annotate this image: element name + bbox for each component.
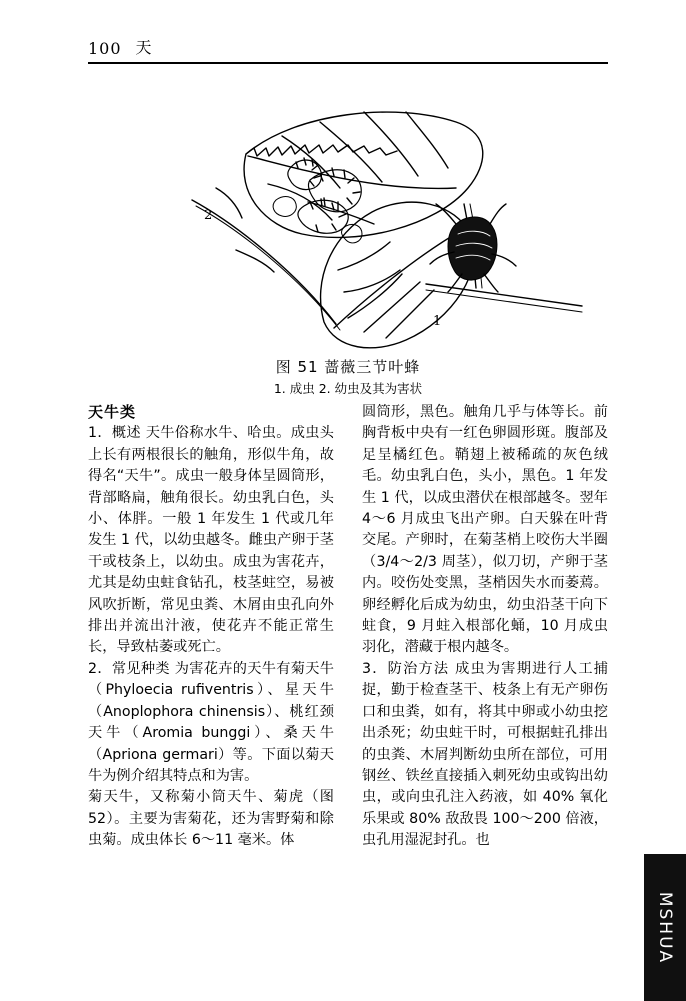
figure-subcaption: 1. 成虫 2. 幼虫及其为害状 <box>273 381 423 396</box>
header-title: 天 <box>135 38 152 57</box>
side-watermark-tab <box>644 854 686 1001</box>
figure-illustration <box>96 84 606 352</box>
figure-label-1: 1 <box>433 314 442 329</box>
paragraph-common-species: 2．常见种类 为害花卉的天牛有菊天牛（Phyloecia rufiventris）、星天牛（Anoplophora chinensis）、桃红颈天牛（Aromia bunggi）、桑天牛（Apriona germari）等。下面以菊天牛为例介绍其特点和为害。 <box>88 660 334 784</box>
sawfly-leaf-drawing <box>96 84 606 352</box>
section-title-tianniu: 天牛类 <box>88 403 137 421</box>
paragraph-morphology: 圆筒形，黑色。触角几乎与体等长。前胸背板中央有一红色卵圆形斑。腹部及足呈橘红色。鞘翅上被稀疏的灰色绒毛。幼虫乳白色，头小，黑色。1 年发生 1 代，以成虫潜伏在根部越冬。翌年 4～6 月成虫飞出产卵。白天躲在叶背交尾。产卵时，在菊茎梢上咬伤大半圈（3/4～2/3 周茎），似刀切，产卵于茎内。咬伤处变黑，茎梢因失水而萎蔫。卵经孵化后成为幼虫，幼虫沿茎干向下蛀食，9 月蛀入根部化蛹，10 月成虫羽化，潜藏于根内越冬。 <box>362 404 608 656</box>
figure-label-2: 2 <box>204 208 213 223</box>
left-column <box>88 402 334 962</box>
paragraph-control-methods: 3．防治方法 成虫为害期进行人工捕捉，勤于检查茎干、枝条上有无产卵伤口和虫粪，如有，将其中卵或小幼虫挖出杀死；幼虫蛀干时，可根据蛀孔排出的虫粪、木屑判断幼虫所在部位，可用钢丝、铁丝直接插入刺死幼虫或钩出幼虫，或向虫孔注入药液，如 40% 氧化乐果或 80% 敌敌畏 100～200 倍液，虫孔用湿泥封孔。也 <box>362 660 608 849</box>
body-columns <box>88 402 608 962</box>
side-watermark-text: MSHUA <box>655 891 675 964</box>
paragraph-overview: 1．概述 天牛俗称水牛、哈虫。成虫头上长有两根很长的触角，形似牛角，故得名“天牛”。成虫一般身体呈圆筒形，背部略扁，触角很长。幼虫乳白色，头小、体胖。一般 1 年发生 1 代或几年发生 1 代，以幼虫越冬。雌虫产卵于茎干或枝条上，以幼虫。成虫为害花卉，尤其是幼虫蛀食钻孔，枝茎蛀空，易被风吹折断，常见虫粪、木屑由虫孔向外排出并流出汁液，使花卉不能正常生长，导致枯萎或死亡。 <box>88 425 334 656</box>
figure-caption <box>88 356 608 377</box>
figure-caption-text: 图 51 蔷薇三节叶蜂 <box>275 358 421 376</box>
right-column <box>362 402 608 962</box>
page-header <box>88 30 608 58</box>
paragraph-chrysanthemum-beetle: 菊天牛，又称菊小筒天牛、菊虎（图 52）。主要为害菊花，还为害野菊和除虫菊。成虫体长 6～11 毫米。体 <box>88 789 334 849</box>
header-divider <box>88 62 608 64</box>
page-number: 100 <box>88 39 122 58</box>
